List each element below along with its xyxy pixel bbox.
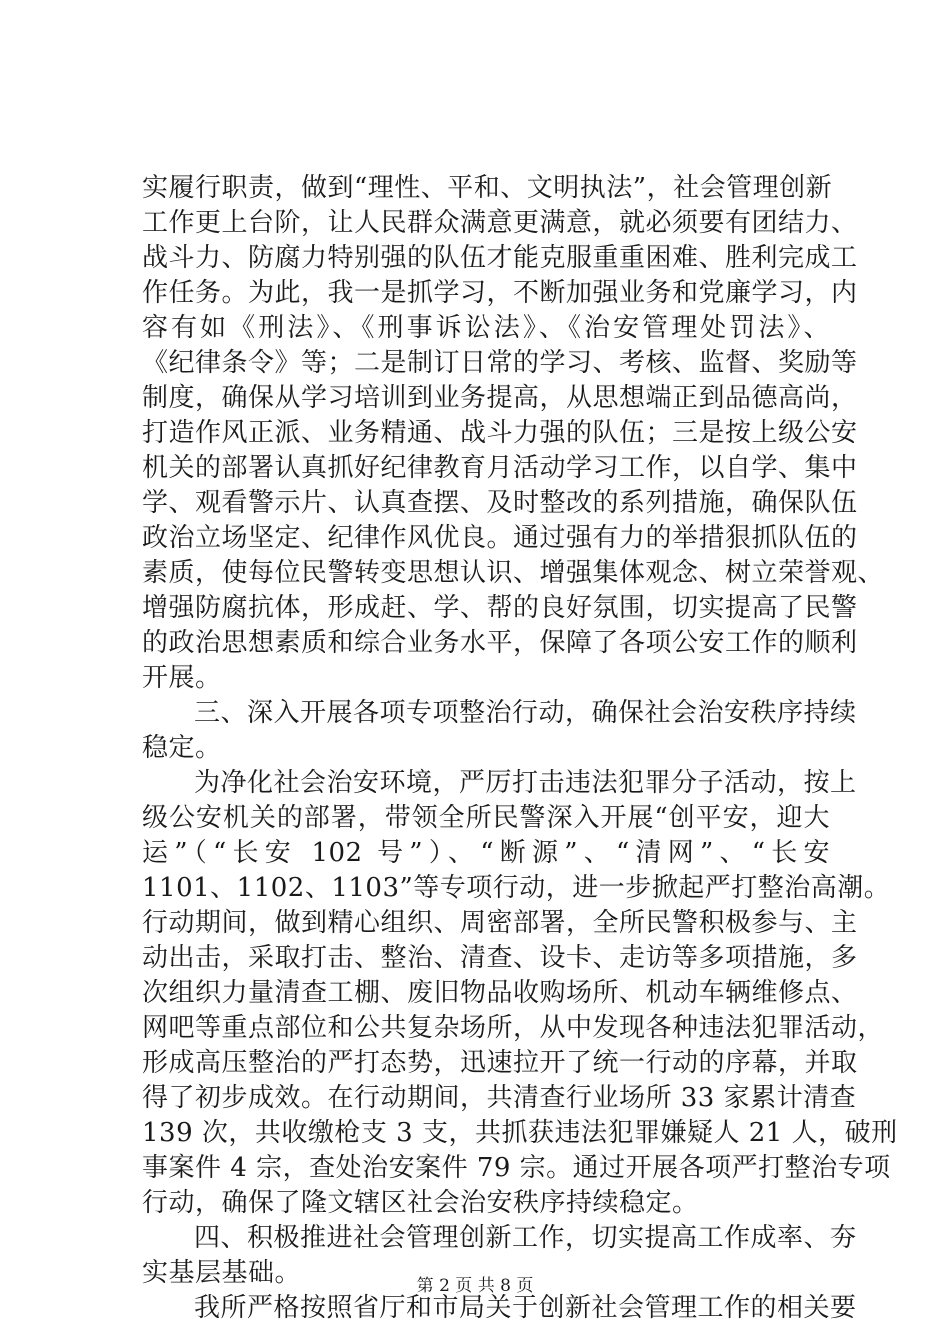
section-heading-line: 四、积极推进社会管理创新工作，切实提高工作成率、夯 xyxy=(194,1223,857,1253)
body-line: 学、观看警示片、认真查摆、及时整改的系列措施，确保队伍 xyxy=(142,488,858,518)
body-line: 139 次，共收缴枪支 3 支，共抓获违法犯罪嫌疑人 21 人，破刑 xyxy=(142,1118,898,1148)
body-line: 打造作风正派、业务精通、战斗力强的队伍；三是按上级公安 xyxy=(142,418,858,448)
body-line: 1101、1102、1103”等专项行动，进一步掀起严打整治高潮。 xyxy=(142,873,891,903)
page-number-footer: 第 2 页 共 8 页 xyxy=(416,1276,534,1296)
body-line: 的政治思想素质和综合业务水平，保障了各项公安工作的顺利 xyxy=(142,628,858,658)
body-line: 行动，确保了隆文辖区社会治安秩序持续稳定。 xyxy=(142,1188,699,1218)
body-line: 得了初步成效。在行动期间，共清查行业场所 33 家累计清查 xyxy=(142,1083,857,1113)
body-line: 行动期间，做到精心组织、周密部署，全所民警积极参与、主 xyxy=(142,908,858,938)
body-line: 运”（“长安 102 号”）、“断源”、“清网”、“长安 xyxy=(142,838,830,868)
body-line: 实履行职责，做到“理性、平和、文明执法”，社会管理创新 xyxy=(142,173,833,203)
body-line: 制度，确保从学习培训到业务提高，从思想端正到品德高尚， xyxy=(142,383,858,413)
body-line: 开展。 xyxy=(142,663,222,693)
body-line: 战斗力、防腐力特别强的队伍才能克服重重困难、胜利完成工 xyxy=(142,243,858,273)
body-line: 增强防腐抗体，形成赶、学、帮的良好氛围，切实提高了民警 xyxy=(142,593,858,623)
body-line: 次组织力量清查工棚、废旧物品收购场所、机动车辆维修点、 xyxy=(142,978,858,1008)
document-body xyxy=(142,171,898,1326)
body-line: 我所严格按照省厅和市局关于创新社会管理工作的相关要 xyxy=(194,1293,857,1323)
body-line: 素质，使每位民警转变思想认识、增强集体观念、树立荣誉观、 xyxy=(142,558,885,588)
body-line: 事案件 4 宗，查处治安案件 79 宗。通过开展各项严打整治专项 xyxy=(142,1153,891,1183)
section-heading-line: 三、深入开展各项专项整治行动，确保社会治安秩序持续 xyxy=(194,698,857,728)
body-line: 级公安机关的部署，带领全所民警深入开展“创平安，迎大 xyxy=(142,803,830,833)
body-line: 容有如《刑法》、《刑事诉讼法》、《治安管理处罚法》、 xyxy=(142,313,830,343)
body-line: 政治立场坚定、纪律作风优良。通过强有力的举措狠抓队伍的 xyxy=(142,523,858,553)
body-line: 作任务。为此，我一是抓学习，不断加强业务和党廉学习，内 xyxy=(142,278,858,308)
section-heading-line: 实基层基础。 xyxy=(142,1258,302,1288)
body-line: 网吧等重点部位和公共复杂场所，从中发现各种违法犯罪活动， xyxy=(142,1013,885,1043)
body-line: 形成高压整治的严打态势，迅速拉开了统一行动的序幕，并取 xyxy=(142,1048,858,1078)
body-line: 为净化社会治安环境，严厉打击违法犯罪分子活动，按上 xyxy=(194,768,857,798)
body-line: 动出击，采取打击、整治、清查、设卡、走访等多项措施，多 xyxy=(142,943,858,973)
body-line: 工作更上台阶，让人民群众满意更满意，就必须要有团结力、 xyxy=(142,208,858,238)
section-heading-line: 稳定。 xyxy=(142,733,222,763)
body-line: 机关的部署认真抓好纪律教育月活动学习工作，以自学、集中 xyxy=(142,453,858,483)
body-line: 《纪律条令》等；二是制订日常的学习、考核、监督、奖励等 xyxy=(142,348,858,378)
